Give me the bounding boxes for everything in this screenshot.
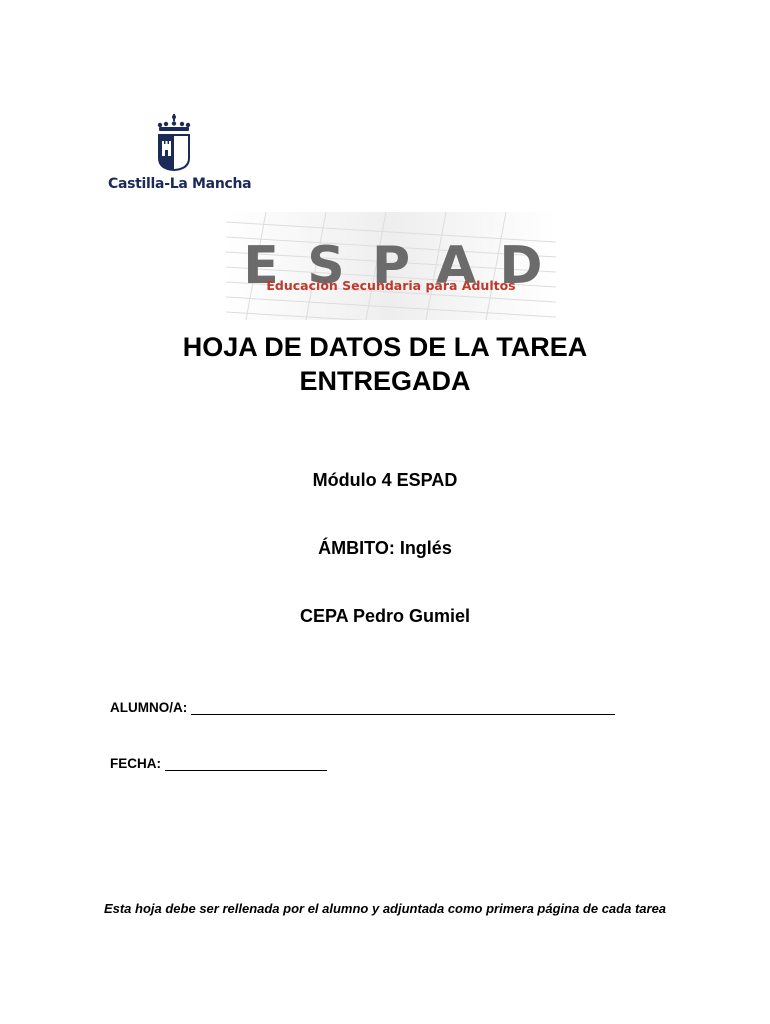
student-blank-line[interactable]: [191, 700, 615, 715]
module-label: Módulo 4 ESPAD: [312, 470, 458, 490]
espad-letter: S: [307, 236, 345, 296]
castilla-la-mancha-emblem-icon: [156, 114, 192, 172]
espad-letter: E: [243, 236, 279, 296]
date-field: [110, 756, 327, 771]
student-field: [110, 700, 615, 715]
date-blank-line[interactable]: [165, 756, 327, 771]
castilla-la-mancha-logo: [108, 114, 252, 196]
espad-letter: D: [499, 236, 543, 296]
logo-text: Castilla-La Mancha: [108, 176, 252, 192]
title-line-1: HOJA DE DATOS DE LA TAREA: [182, 332, 588, 362]
footnote: Esta hoja debe ser rellenada por el alumno y adjuntada como primera página de cada tarea: [103, 901, 667, 916]
date-label: FECHA:: [110, 756, 161, 771]
document-title: [0, 330, 770, 398]
espad-subtitle: Educación Secundaria para Adultos: [266, 278, 516, 293]
ambito-label: ÁMBITO: Inglés: [318, 538, 452, 558]
title-line-2: ENTREGADA: [299, 366, 471, 396]
espad-letter: A: [435, 236, 477, 296]
espad-letter: P: [371, 236, 411, 296]
centre-label: CEPA Pedro Gumiel: [299, 606, 471, 626]
student-label: ALUMNO/A:: [110, 700, 188, 715]
espad-banner: [226, 212, 556, 320]
